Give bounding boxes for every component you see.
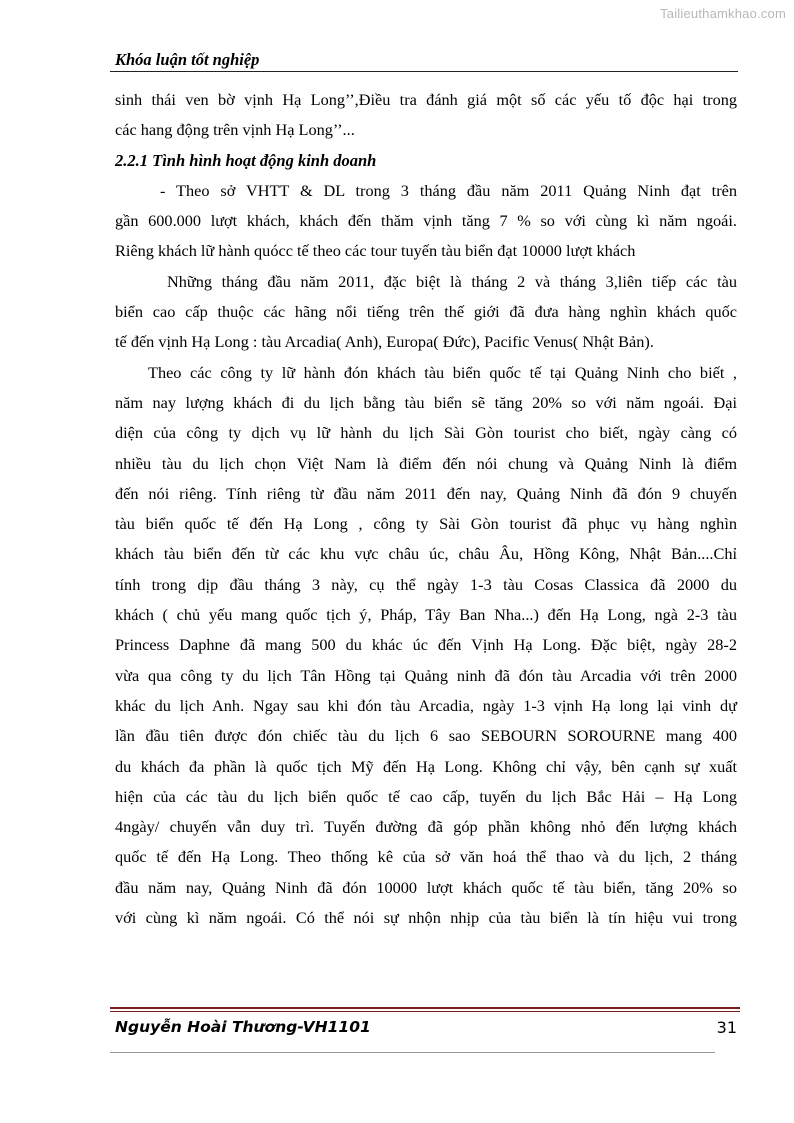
text-line: với cùng kì năm ngoái. Có thể nói sự nhộn nhịp của tàu biển là tín hiệu vui trong	[115, 908, 737, 928]
text-line: Những tháng đầu năm 2011, đặc biệt là tháng 2 và tháng 3,liên tiếp các tàu	[167, 271, 737, 291]
header-divider	[110, 71, 738, 72]
text-line: gần 600.000 lượt khách, khách đến thăm vịnh tăng 7 % so với cùng kì năm ngoái.	[115, 211, 737, 231]
watermark: Tailieuthamkhao.com	[660, 6, 786, 21]
text-line: tàu biển quốc tế đến Hạ Long , công ty Sài Gòn tourist đã phục vụ hàng nghìn	[115, 514, 737, 534]
text-line: vừa qua công ty du lịch Tân Hồng tại Quảng ninh đã đón tàu Arcadia với trên 2000	[115, 665, 737, 685]
text-line: nhiều tàu du lịch chọn Việt Nam là điểm đến nói chung và Quảng Ninh là điểm	[115, 453, 737, 473]
text-line: tế đến vịnh Hạ Long : tàu Arcadia( Anh), Europa( Đức), Pacific Venus( Nhật Bản).	[115, 332, 654, 352]
text-line: hiện của các tàu du lịch biển quốc tế cao cấp, tuyến du lịch Bắc Hải – Hạ Long	[115, 786, 737, 806]
text-line: khách tàu biển đến từ các khu vực châu úc, châu Âu, Hồng Kông, Nhật Bản....Chỉ	[115, 544, 737, 564]
text-line: - Theo sở VHTT & DL trong 3 tháng đầu năm 2011 Quảng Ninh đạt trên	[160, 180, 737, 200]
section-heading: 2.2.1 Tình hình hoạt động kinh doanh	[115, 150, 377, 170]
page-header-title: Khóa luận tốt nghiệp	[115, 50, 260, 69]
text-line: năm nay lượng khách đi du lịch bằng tàu biển sẽ tăng 20% so với năm ngoái. Đại	[115, 392, 737, 412]
text-line: Riêng khách lữ hành quócc tế theo các tour tuyến tàu biển đạt 10000 lượt khách	[115, 241, 636, 261]
text-line: Theo các công ty lữ hành đón khách tàu biển quốc tế tại Quảng Ninh cho biết ,	[148, 362, 737, 382]
text-line: khác du lịch Anh. Ngay sau khi đón tàu Arcadia, ngày 1-3 vịnh Hạ long lại vinh dự	[115, 695, 737, 715]
text-line: du khách đa phần là quốc tịch Mỹ đến Hạ Long. Không chỉ vậy, bên cạnh sự xuất	[115, 756, 737, 776]
footer-divider-thick	[110, 1007, 740, 1009]
text-line: lần đầu tiên được đón chiếc tàu du lịch 6 sao SEBOURN SOROURNE mang 400	[115, 726, 737, 746]
paragraph-2	[115, 267, 737, 358]
text-line: biển cao cấp thuộc các hãng nổi tiếng trên thế giới đã đưa hàng nghìn khách quốc	[115, 302, 737, 322]
text-line: diện của công ty dịch vụ lữ hành du lịch Sài Gòn tourist cho biết, ngày càng có	[115, 423, 737, 443]
text-line: quốc tế đến Hạ Long. Theo thống kê của sở văn hoá thể thao và du lịch, 2 tháng	[115, 847, 737, 867]
text-line: sinh thái ven bờ vịnh Hạ Long’’,Điều tra đánh giá một số các yếu tố độc hại trong	[115, 90, 737, 109]
footer-author: Nguyễn Hoài Thương-VH1101	[115, 1018, 371, 1036]
text-line: 4ngày/ chuyến vẫn duy trì. Tuyến đường đã góp phần không nhỏ đến lượng khách	[115, 817, 737, 837]
text-line: đầu năm nay, Quảng Ninh đã đón 10000 lượt khách quốc tế tàu biển, tăng 20% so	[115, 877, 737, 897]
text-line: đến nói riêng. Tính riêng từ đầu năm 2011 đến nay, Quảng Ninh đã đón 9 chuyến	[115, 483, 737, 503]
text-line: các hang động trên vịnh Hạ Long’’...	[115, 120, 355, 140]
text-line: Princess Daphne đã mang 500 du khác úc đến Vịnh Hạ Long. Đặc biệt, ngày 28-2	[115, 635, 737, 655]
footer-bottom-divider	[110, 1052, 715, 1053]
page-number: 31	[716, 1018, 737, 1037]
text-line: tính trong dịp đầu tháng 3 này, cụ thể ngày 1-3 tàu Cosas Classica đã 2000 du	[115, 574, 737, 594]
intro-paragraph	[115, 85, 737, 146]
document-body	[115, 85, 737, 933]
text-line: khách ( chủ yếu mang quốc tịch ý, Pháp, Tây Ban Nha...) đến Hạ Long, ngà 2-3 tàu	[115, 605, 737, 625]
paragraph-3	[115, 358, 737, 934]
footer-divider-thin	[110, 1011, 740, 1012]
paragraph-1	[115, 176, 737, 267]
